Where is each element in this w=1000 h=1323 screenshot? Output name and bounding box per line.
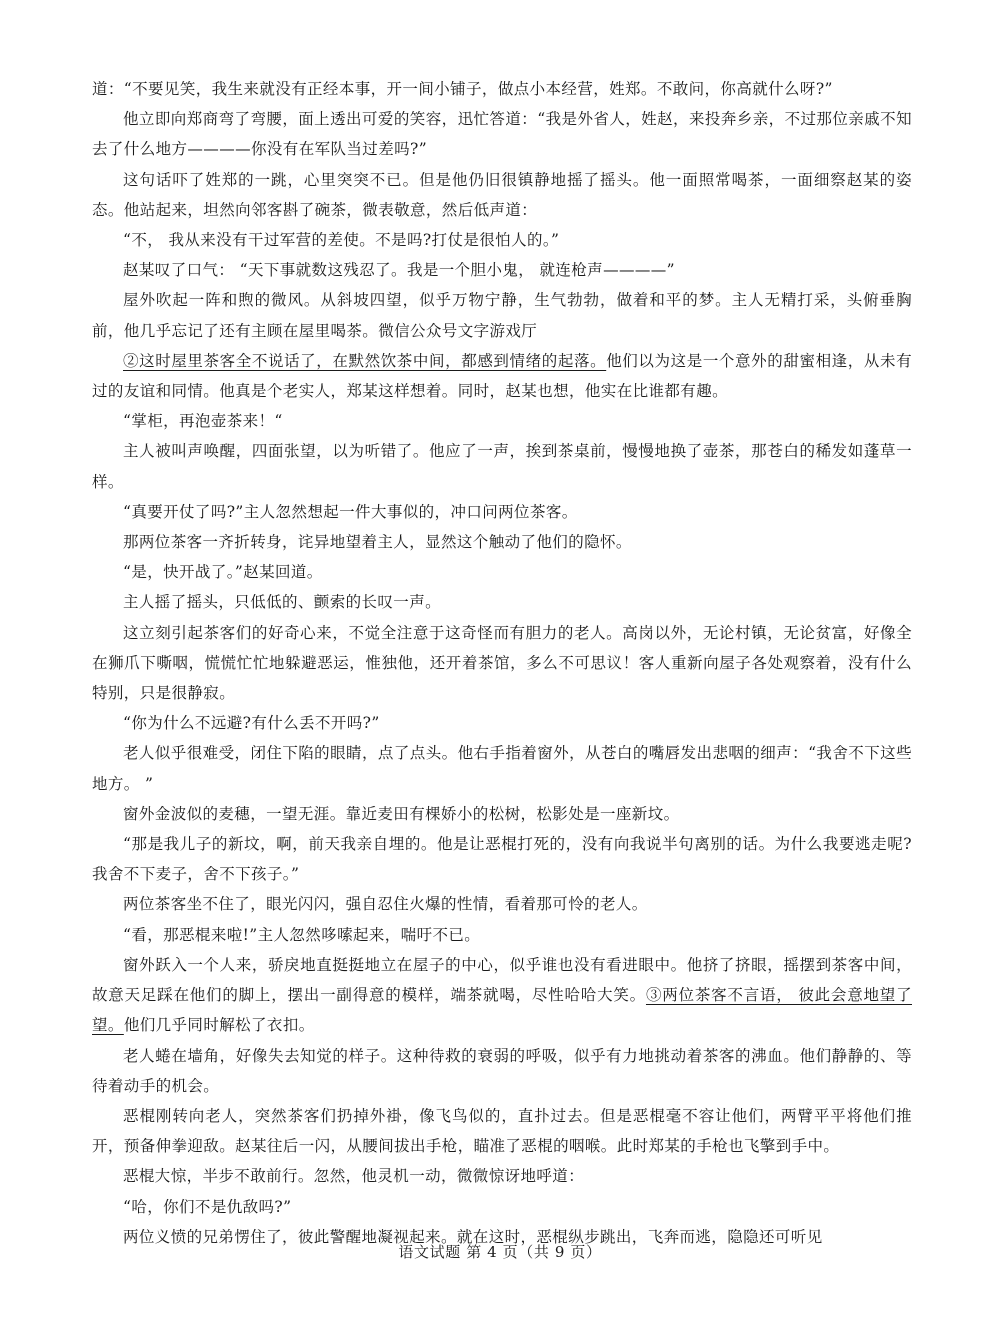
paragraph bbox=[92, 255, 912, 285]
text-run: 他们几乎同时解松了衣扣。 bbox=[123, 1016, 315, 1035]
text-run: 两位茶客坐不住了，眼光闪闪，强自忍住火爆的性情，看着那可怜的老人。 bbox=[123, 895, 648, 914]
text-run: 主人摇了摇头，只低低的、颤索的长叹一声。 bbox=[123, 593, 442, 612]
text-run: 恶棍大惊，半步不敢前行。忽然，他灵机一动，微微惊讶地呼道： bbox=[123, 1167, 585, 1186]
paragraph bbox=[92, 527, 912, 557]
paragraph bbox=[92, 889, 912, 919]
text-run: “真要开仗了吗?”主人忽然想起一件大事似的，冲口问两位茶客。 bbox=[123, 502, 578, 521]
text-run: 他立即向郑商弯了弯腰，面上透出可爱的笑容，迅忙答道：“我是外省人，姓赵，来投奔乡亲，不过那位亲戚不知去了什么地方————你没有在军队当过差吗?” bbox=[92, 110, 912, 159]
text-run: 那两位茶客一齐折转身，诧异地望着主人，显然这个触动了他们的隐怀。 bbox=[123, 533, 632, 552]
text-run: 老人似乎很难受，闭住下陷的眼睛，点了点头。他右手指着窗外，从苍白的嘴唇发出悲咽的细声：“我舍不下这些地方。 ” bbox=[92, 744, 912, 793]
paragraph bbox=[92, 587, 912, 617]
paragraph bbox=[92, 497, 912, 527]
paragraph bbox=[92, 104, 912, 164]
text-run: 窗外跃入一个人来，骄戾地直挺挺地立在屋子的中心，似乎谁也没有看进眼中。他挤了挤眼，摇摆到茶客中间，故意天足踩在他们的脚上，摆出一副得意的模样，端茶就喝，尽性哈哈大笑。 bbox=[92, 955, 912, 1005]
paragraph bbox=[92, 74, 912, 104]
paragraph bbox=[92, 285, 912, 345]
text-run: “是，快开战了。”赵某回道。 bbox=[123, 563, 323, 582]
paragraph bbox=[92, 829, 912, 889]
text-run: “不， 我从来没有干过军营的差使。不是吗?打仗是很怕人的。” bbox=[123, 231, 560, 250]
text-run: “哈，你们不是仇敌吗?” bbox=[123, 1197, 292, 1216]
text-run: “看，那恶棍来啦!”主人忽然哆嗦起来，喘吁不已。 bbox=[123, 925, 481, 944]
text-run: “掌柜，再泡壶茶来！“ bbox=[123, 412, 283, 431]
paragraph bbox=[92, 406, 912, 436]
text-run: 窗外金波似的麦穗，一望无涯。靠近麦田有棵娇小的松树，松影处是一座新坟。 bbox=[123, 804, 680, 823]
paragraph bbox=[92, 225, 912, 255]
paragraph bbox=[92, 950, 912, 1041]
paragraph bbox=[92, 738, 912, 798]
text-run: 两位义愤的兄弟愣住了，彼此警醒地凝视起来。就在这时，恶棍纵步跳出，飞奔而逃，隐隐还可听见 bbox=[123, 1227, 823, 1246]
text-run: 他们以为这是一个意外的甜蜜相逢，从未有过的友谊和同情。他真是个老实人，郑某这样想着。同时，赵某也想，他实在比谁都有趣。 bbox=[92, 351, 912, 401]
text-run: 这立刻引起茶客们的好奇心来，不觉全注意于这奇怪而有胆力的老人。高岗以外，无论村镇，无论贫富，好像全在狮爪下嘶咽，慌慌忙忙地躲避恶运，惟独他，还开着茶馆，多么不可思议！客人重新向屋子各处观察着，没有什么特别，只是很静寂。 bbox=[92, 623, 912, 703]
page-footer: 语文试题 第 4 页（共 9 页） bbox=[398, 1243, 602, 1261]
paragraph bbox=[92, 346, 912, 406]
paragraph bbox=[92, 1192, 912, 1222]
text-run: 主人被叫声唤醒，四面张望，以为听错了。他应了一声，挨到茶桌前，慢慢地换了壶茶，那苍白的稀发如蓬草一样。 bbox=[92, 442, 912, 491]
text-run: 屋外吹起一阵和煦的微风。从斜坡四望，似乎万物宁静，生气勃勃，做着和平的梦。主人无精打采，头俯垂胸前，他几乎忘记了还有主顾在屋里喝茶。微信公众号文字游戏厅 bbox=[92, 291, 912, 340]
paragraph bbox=[92, 1101, 912, 1161]
paragraph bbox=[92, 708, 912, 738]
paragraph bbox=[92, 557, 912, 587]
text-run: 这句话吓了姓郑的一跳，心里突突不已。但是他仍旧很镇静地摇了摇头。他一面照常喝茶，一面细察赵某的姿态。他站起来，坦然向邻客斟了碗茶，微表敬意，然后低声道： bbox=[92, 170, 912, 219]
text-run: 道：“不要见笑，我生来就没有正经本事，开一间小铺子，做点小本经营，姓郑。不敢问，你高就什么呀?” bbox=[92, 80, 833, 98]
paragraph bbox=[92, 618, 912, 709]
document-body bbox=[92, 74, 912, 1252]
paragraph bbox=[92, 799, 912, 829]
paragraph bbox=[92, 436, 912, 496]
underlined-sentence: ②这时屋里茶客全不说话了，在默然饮茶中间，都感到情绪的起落。 bbox=[123, 351, 607, 370]
paragraph bbox=[92, 1041, 912, 1101]
underlined-sentence: ③两位茶客不言语， 彼此会意地望了望。 bbox=[92, 986, 912, 1035]
text-run: 老人蜷在墙角，好像失去知觉的样子。这种待救的衰弱的呼吸，似乎有力地挑动着茶客的沸血。他们静静的、等待着动手的机会。 bbox=[92, 1046, 912, 1095]
text-run: “那是我儿子的新坟，啊，前天我亲自埋的。他是让恶棍打死的，没有向我说半句离别的话。为什么我要逃走呢?我舍不下麦子，舍不下孩子。” bbox=[92, 835, 912, 884]
text-run: 恶棍刚转向老人，突然茶客们扔掉外褂，像飞鸟似的，直扑过去。但是恶棍毫不容让他们，两臂平平将他们推开，预备伸拳迎敌。赵某往后一闪，从腰间拔出手枪，瞄准了恶棍的咽喉。此时郑某的手枪也飞擎到手中。 bbox=[92, 1106, 912, 1156]
text-run: “你为什么不远避?有什么丢不开吗?” bbox=[123, 714, 380, 733]
text-run: 赵某叹了口气： “天下事就数这残忍了。我是一个胆小鬼， 就连枪声————” bbox=[123, 261, 676, 280]
paragraph bbox=[92, 1161, 912, 1191]
paragraph bbox=[92, 165, 912, 225]
paragraph bbox=[92, 920, 912, 950]
